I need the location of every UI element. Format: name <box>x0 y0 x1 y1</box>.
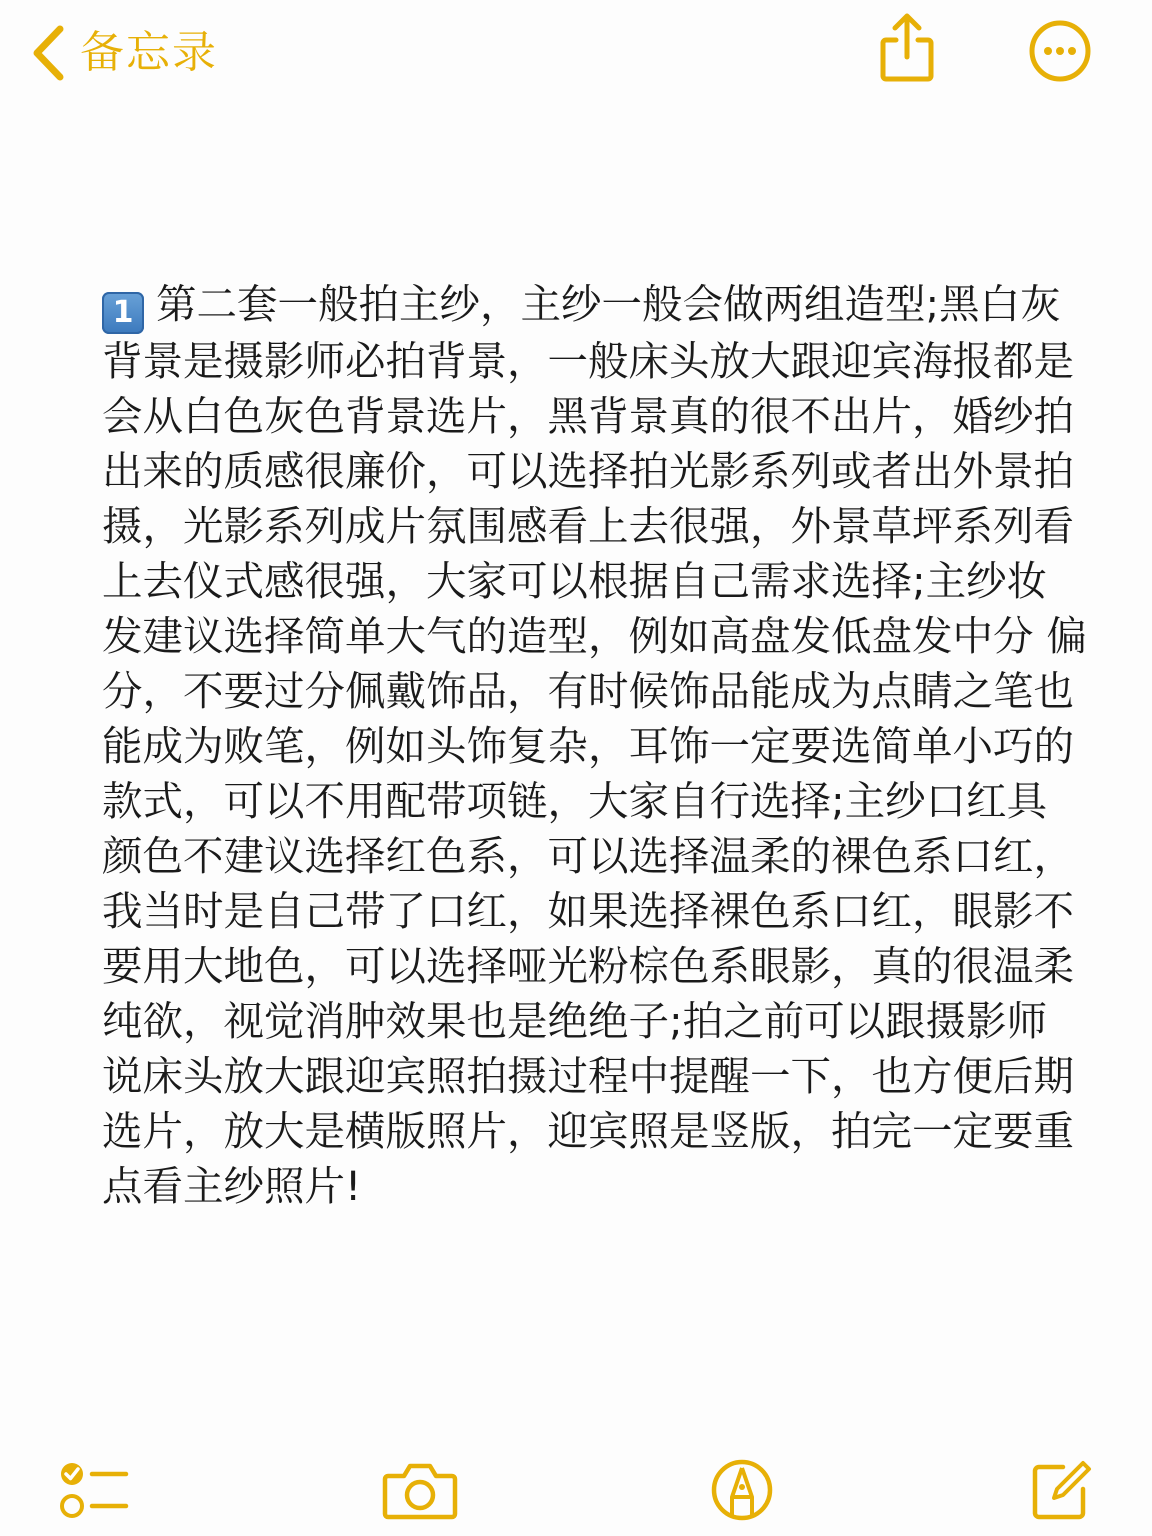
chevron-left-icon <box>30 25 66 81</box>
number-one-keycap-icon: 1 <box>102 292 144 334</box>
compose-button[interactable] <box>1024 1460 1096 1524</box>
bottom-toolbar <box>0 1440 1152 1536</box>
share-icon <box>876 12 938 88</box>
note-body[interactable] <box>102 277 1087 1214</box>
checklist-button[interactable] <box>58 1460 130 1524</box>
checklist-icon <box>58 1458 130 1526</box>
navigation-bar <box>0 0 1152 110</box>
share-button[interactable] <box>872 12 942 88</box>
compose-icon <box>1027 1457 1093 1527</box>
markup-button[interactable] <box>706 1460 778 1524</box>
note-text: 第二套一般拍主纱，主纱一般会做两组造型;黑白灰背景是摄影师必拍背景，一般床头放大跟迎宾海报都是会从白色灰色背景选片，黑背景真的很不出片，婚纱拍出来的质感很廉价，可以选择拍光影系列或者出外景拍摄，光影系列成片氛围感看上去很强，外景草坪系列看上去仪式感很强，大家可以根据自己需求选择;主纱妆发建议选择简单大气的造型，例如高盘发低盘发中分 偏分，不要过分佩戴饰品，有时候饰品能成为点睛之笔也能成为败笔，例如头饰复杂，耳饰一定要选简单小巧的款式，可以不用配带项链，大家自行选择;主纱口红具颜色不建议选择红色系，可以选择温柔的裸色系口红，我当时是自己带了口红，如果选择裸色系口红，眼影不要用大地色，可以选择哑光粉棕色系眼影，真的很温柔纯欲，视觉消肿效果也是绝绝子;拍之前可以跟摄影师说床头放大跟迎宾照拍摄过程中提醒一下，也方便后期选片，放大是横版照片，迎宾照是竖版，拍完一定要重点看主纱照片! <box>102 280 1087 1210</box>
camera-icon <box>382 1460 458 1524</box>
more-button[interactable] <box>1026 19 1094 87</box>
camera-button[interactable] <box>384 1460 456 1524</box>
more-circle-icon <box>1028 19 1092 87</box>
markup-pen-icon <box>709 1457 775 1527</box>
back-label: 备忘录 <box>80 27 218 78</box>
back-button[interactable] <box>30 18 218 88</box>
